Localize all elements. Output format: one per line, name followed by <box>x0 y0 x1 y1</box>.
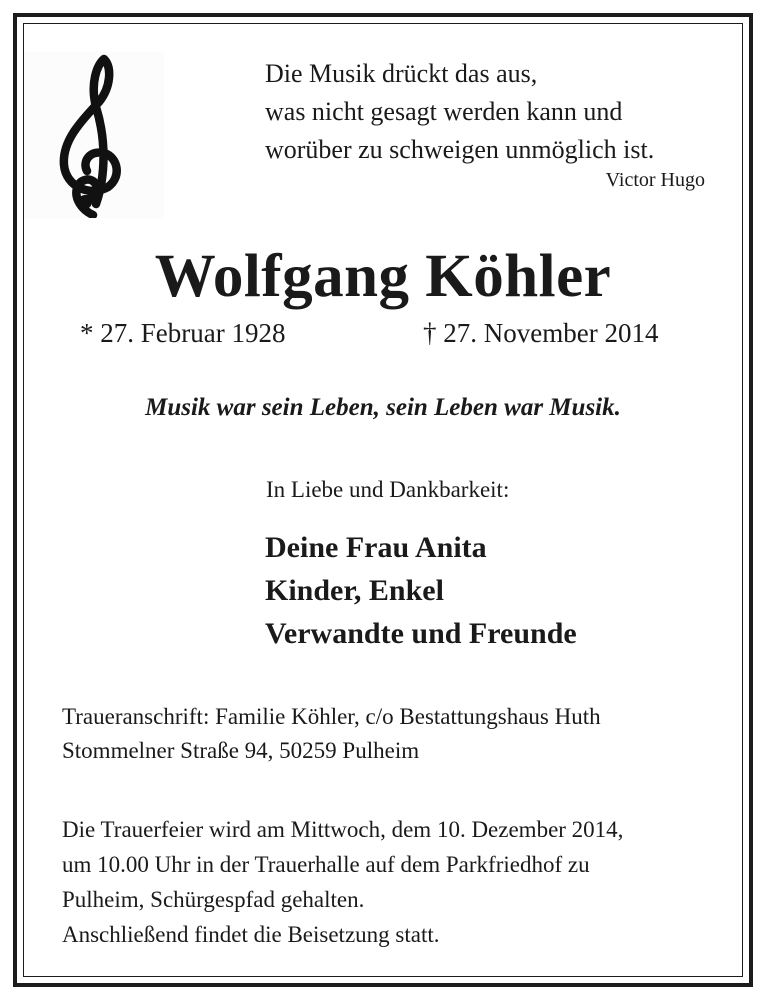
quote <box>265 55 715 169</box>
family-list <box>265 526 577 655</box>
ceremony-line: Die Trauerfeier wird am Mittwoch, dem 10. Dezember 2014, <box>62 817 624 842</box>
death-date: † 27. November 2014 <box>423 318 659 348</box>
family-member: Deine Frau Anita <box>265 531 487 564</box>
birth-date: * 27. Februar 1928 <box>80 318 286 348</box>
quote-author: Victor Hugo <box>605 169 705 191</box>
ceremony-line: Anschließend findet die Beisetzung statt. <box>62 922 440 947</box>
thanks-line: In Liebe und Dankbarkeit: <box>266 477 510 502</box>
address-line: Stommelner Straße 94, 50259 Pulheim <box>62 738 420 763</box>
ceremony-line: um 10.00 Uhr in der Trauerhalle auf dem Parkfriedhof zu <box>62 852 590 877</box>
family-member: Verwandte und Freunde <box>265 617 577 650</box>
quote-line: was nicht gesagt werden kann und <box>265 97 623 126</box>
deceased-name: Wolfgang Köhler <box>154 243 612 310</box>
ceremony-info <box>62 812 623 952</box>
treble-clef-icon <box>24 52 164 218</box>
family-member: Kinder, Enkel <box>265 574 444 607</box>
quote-line: worüber zu schweigen unmöglich ist. <box>265 135 655 164</box>
address-line: Traueranschrift: Familie Köhler, c/o Bestattungshaus Huth <box>62 704 601 729</box>
ceremony-line: Pulheim, Schürgespfad gehalten. <box>62 887 365 912</box>
mourning-address <box>62 700 601 768</box>
quote-line: Die Musik drückt das aus, <box>265 59 538 88</box>
motto: Musik war sein Leben, sein Leben war Musik. <box>145 394 621 421</box>
